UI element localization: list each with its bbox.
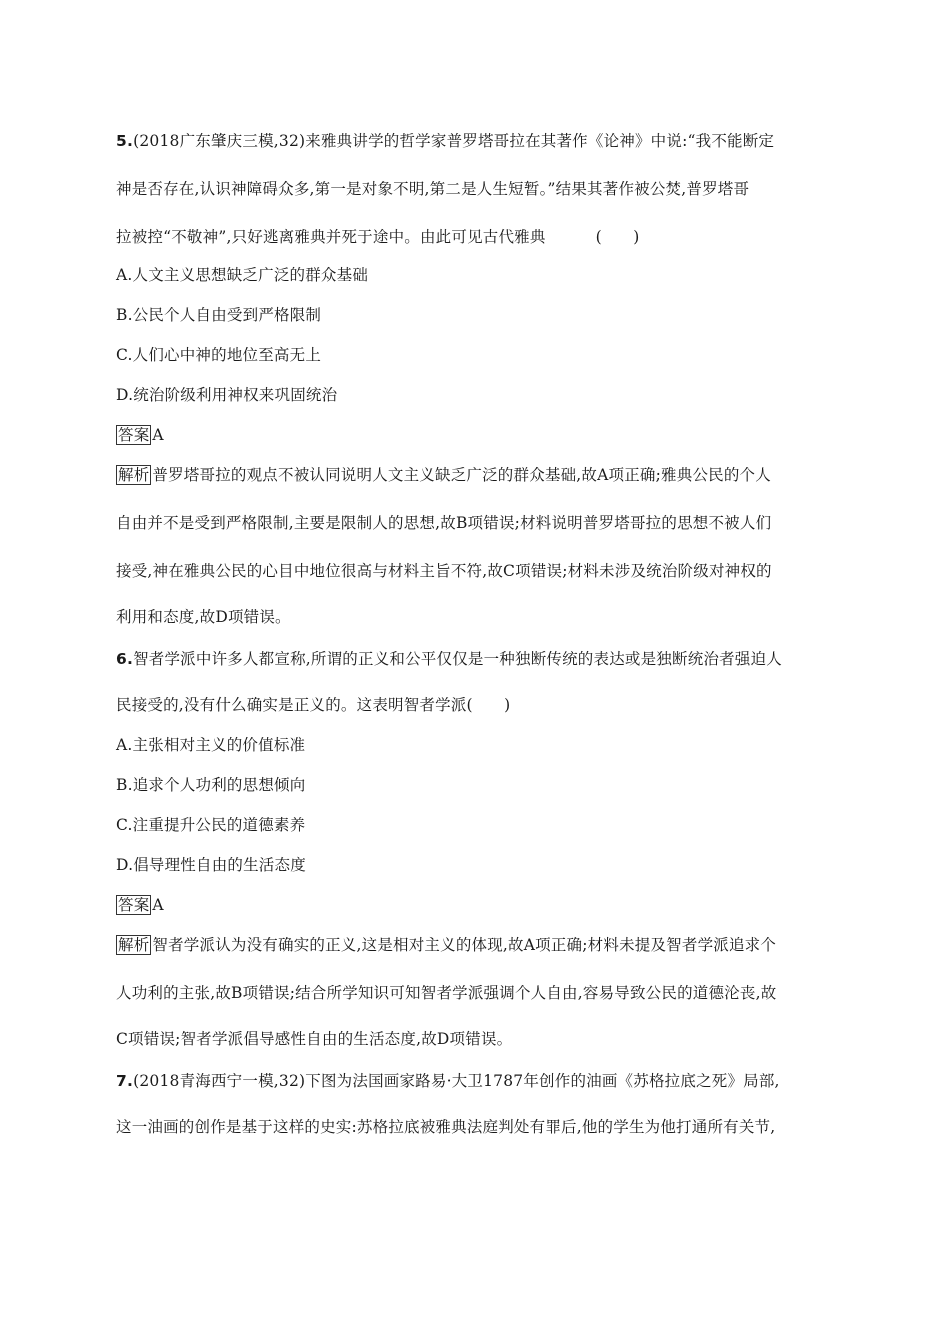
q5-option-d: D.统治阶级利用神权来巩固统治 xyxy=(116,386,338,404)
answer-tag: 答案 xyxy=(118,896,150,914)
q6-analysis-line-1: 解析 智者学派认为没有确实的正义,这是相对主义的体现,故A项正确;材料未提及智者学派追求个 xyxy=(118,936,777,954)
q5-analysis-line-4: 利用和态度,故D项错误。 xyxy=(116,608,291,626)
q6-option-b: B.追求个人功利的思想倾向 xyxy=(116,776,306,794)
q5-line-1: 5.(2018广东肇庆三模,32)来雅典讲学的哲学家普罗塔哥拉在其著作《论神》中说:“我不能断定 xyxy=(116,132,775,150)
q6-line-1: 6.智者学派中许多人都宣称,所谓的正义和公平仅仅是一种独断传统的表达或是独断统治者强迫人 xyxy=(116,650,782,668)
q5-answer-value: A xyxy=(152,426,164,444)
q5-analysis-line-1: 解析 普罗塔哥拉的观点不被认同说明人文主义缺乏广泛的群众基础,故A项正确;雅典公民的个人 xyxy=(118,466,771,484)
q6-option-a: A.主张相对主义的价值标准 xyxy=(116,736,306,754)
q6-analysis-line-2: 人功利的主张,故B项错误;结合所学知识可知智者学派强调个人自由,容易导致公民的道德沦丧,故 xyxy=(116,984,777,1002)
q6-option-c: C.注重提升公民的道德素养 xyxy=(116,816,306,834)
q5-answer-blank: ( ) xyxy=(595,228,640,246)
q5-line-2: 神是否存在,认识神障碍众多,第一是对象不明,第二是人生短暂。”结果其著作被公焚,普罗塔哥 xyxy=(116,180,750,198)
q5-analysis-line-3: 接受,神在雅典公民的心目中地位很高与材料主旨不符,故C项错误;材料未涉及统治阶级对神权的 xyxy=(116,562,772,580)
answer-tag: 答案 xyxy=(118,426,150,444)
q5-line-3: 拉被控“不敬神”,只好逃离雅典并死于途中。由此可见古代雅典 ( ) xyxy=(116,228,640,246)
analysis-tag: 解析 xyxy=(118,936,150,954)
q5-option-c: C.人们心中神的地位至高无上 xyxy=(116,346,322,364)
q5-option-b: B.公民个人自由受到严格限制 xyxy=(116,306,322,324)
q6-answer xyxy=(116,894,164,916)
q5-option-a: A.人文主义思想缺乏广泛的群众基础 xyxy=(116,266,369,284)
q6-option-d: D.倡导理性自由的生活态度 xyxy=(116,856,306,874)
q6-number: 6. xyxy=(116,650,134,668)
q7-line-2: 这一油画的创作是基于这样的史实:苏格拉底被雅典法庭判处有罪后,他的学生为他打通所有关节, xyxy=(116,1118,776,1136)
q7-number: 7. xyxy=(116,1072,134,1090)
q5-number: 5. xyxy=(116,132,134,150)
q6-line-2: 民接受的,没有什么确实是正义的。这表明智者学派( ) xyxy=(116,696,511,714)
q6-analysis-line-3: C项错误;智者学派倡导感性自由的生活态度,故D项错误。 xyxy=(116,1030,513,1048)
q6-answer-value: A xyxy=(152,896,164,914)
q5-answer xyxy=(116,424,164,446)
analysis-tag: 解析 xyxy=(118,466,150,484)
q5-analysis-line-2: 自由并不是受到严格限制,主要是限制人的思想,故B项错误;材料说明普罗塔哥拉的思想不被人们 xyxy=(116,514,772,532)
q7-line-1: 7.(2018青海西宁一模,32)下图为法国画家路易·大卫1787年创作的油画《苏格拉底之死》局部, xyxy=(116,1072,780,1090)
